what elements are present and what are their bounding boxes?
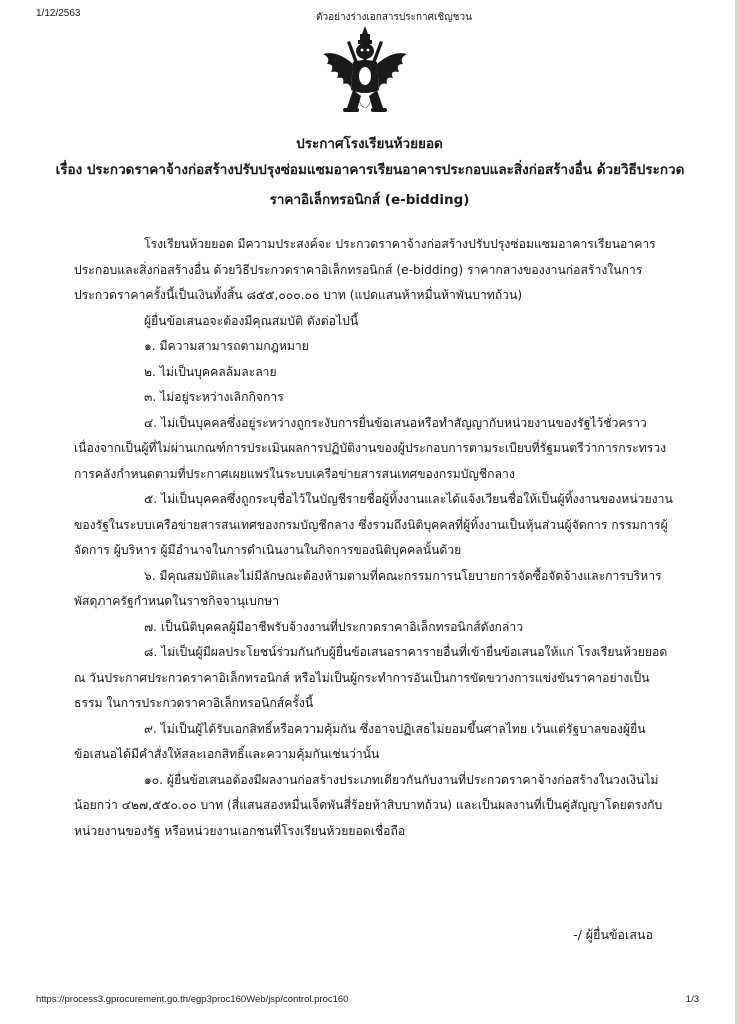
intro-line: ประกอบและสิ่งก่อสร้างอื่น ด้วยวิธีประกวดราคาอิเล็กทรอนิกส์ (e-bidding) ราคากลางของงานก่อสร้างในการ xyxy=(74,262,643,277)
qualification-item-cont: พัสดุภาครัฐกำหนดในราชกิจจานุเบกษา xyxy=(74,594,280,608)
signoff-note: -/ ผู้ยื่นข้อเสนอ xyxy=(573,927,653,942)
qualification-item: ๖. มีคุณสมบัติและไม่มีลักษณะต้องห้ามตามที่คณะกรรมการนโยบายการจัดซื้อจัดจ้างและการบริหาร xyxy=(144,568,662,583)
qualification-item-cont: ณ วันประกาศประกวดราคาอิเล็กทรอนิกส์ หรือไม่เป็นผู้กระทำการอันเป็นการขัดขวางการแข่งขันราคาอย่างเป็น xyxy=(74,670,650,685)
qualification-item-cont: ข้อเสนอได้มีคำสั่งให้สละเอกสิทธิ์และความคุ้มกันเช่นว่านั้น xyxy=(74,747,380,761)
announcement-title: ประกาศโรงเรียนห้วยยอด xyxy=(296,136,443,152)
page-number: 1/3 xyxy=(685,994,699,1005)
qualification-item-cont: น้อยกว่า ๔๒๗,๕๕๐.๐๐ บาท (สี่แสนสองหมื่นเจ็ดพันสี่ร้อยห้าสิบบาทถ้วน) และเป็นผลงานที่เป็นคู่สัญญาโดยตรงกับ xyxy=(74,798,663,812)
qualification-item: ๒. ไม่เป็นบุคคลล้มละลาย xyxy=(144,364,277,379)
qualification-item: ๗. เป็นนิติบุคคลผู้มีอาชีพรับจ้างงานที่ประกวดราคาอิเล็กทรอนิกส์ดังกล่าว xyxy=(144,619,524,634)
qualification-item-cont: เนื่องจากเป็นผู้ที่ไม่ผ่านเกณฑ์การประเมินผลการปฏิบัติงานของผู้ประกอบการตามระเบียบที่รัฐมนตรีว่าการกระทรวง xyxy=(74,441,667,455)
qualification-item: ๔. ไม่เป็นบุคคลซึ่งอยู่ระหว่างถูกระงับการยื่นข้อเสนอหรือทำสัญญากับหน่วยงานของรัฐไว้ชั่วคราว xyxy=(144,415,647,430)
garuda-seal-icon xyxy=(317,24,413,124)
announcement-subject: เรื่อง ประกวดราคาจ้างก่อสร้างปรับปรุงซ่อมแซมอาคารเรียนอาคารประกอบและสิ่งก่อสร้างอื่น ด้วยวิธีประกวด xyxy=(55,162,685,178)
announcement-subject-cont: ราคาอิเล็กทรอนิกส์ (e-bidding) xyxy=(269,192,470,208)
announcement-body xyxy=(74,232,686,844)
qualification-item-cont: หน่วยงานของรัฐ หรือหน่วยงานเอกชนที่โรงเรียนห้วยยอดเชื่อถือ xyxy=(74,823,406,838)
qualification-item: ๙. ไม่เป็นผู้ได้รับเอกสิทธิ์หรือความคุ้มกัน ซึ่งอาจปฏิเสธไม่ยอมขึ้นศาลไทย เว้นแต่รัฐบาลของผู้ยื่น xyxy=(144,721,646,736)
qualification-item: ๘. ไม่เป็นผู้มีผลประโยชน์ร่วมกันกับผู้ยื่นข้อเสนอราคารายอื่นที่เข้ายื่นข้อเสนอให้แก่ โรงเรียนห้วยยอด xyxy=(144,645,668,659)
footer-url: https://process3.gprocurement.go.th/egp3proc160Web/jsp/control.proc160 xyxy=(36,994,349,1005)
intro-line: โรงเรียนห้วยยอด มีความประสงค์จะ ประกวดราคาจ้างก่อสร้างปรับปรุงซ่อมแซมอาคารเรียนอาคาร xyxy=(144,237,656,251)
intro-line: ประกวดราคาครั้งนี้เป็นเงินทั้งสิ้น ๘๕๕,๐๐๐.๐๐ บาท (แปดแสนห้าหมื่นห้าพันบาทถ้วน) xyxy=(74,288,523,302)
draft-note: ตัวอย่างร่างเอกสารประกาศเชิญชวน xyxy=(316,12,472,23)
qualification-item-cont: ธรรม ในการประกวดราคาอิเล็กทรอนิกส์ครั้งนี้ xyxy=(74,696,314,710)
qualification-item: ๓. ไม่อยู่ระหว่างเลิกกิจการ xyxy=(144,390,284,404)
qualification-item: ๑๐. ผู้ยื่นข้อเสนอต้องมีผลงานก่อสร้างประเภทเดียวกันกับงานที่ประกวดราคาจ้างก่อสร้างในวงเงินไม่ xyxy=(144,772,659,787)
qualifications-heading: ผู้ยื่นข้อเสนอจะต้องมีคุณสมบัติ ดังต่อไปนี้ xyxy=(144,313,359,328)
print-date: 1/12/2563 xyxy=(36,8,81,19)
qualification-item-cont: ของรัฐในระบบเครือข่ายสารสนเทศของกรมบัญชีกลาง ซึ่งรวมถึงนิติบุคคลที่ผู้ทิ้งงานเป็นหุ้นส่วนผู้จัดการ กรรมการผู้ xyxy=(74,517,668,532)
qualification-item: ๑. มีความสามารถตามกฎหมาย xyxy=(144,339,309,353)
page-edge-shadow xyxy=(735,0,739,1024)
qualification-item-cont: จัดการ ผู้บริหาร ผู้มีอำนาจในการดำเนินงานในกิจการของนิติบุคคลนั้นด้วย xyxy=(74,543,462,557)
qualification-item: ๕. ไม่เป็นบุคคลซึ่งถูกระบุชื่อไว้ในบัญชีรายชื่อผู้ทิ้งงานและได้แจ้งเวียนชื่อให้เป็นผู้ทิ้งงานของหน่วยงาน xyxy=(144,492,673,506)
qualification-item-cont: การคลังกำหนดตามที่ประกาศเผยแพร่ในระบบเครือข่ายสารสนเทศของกรมบัญชีกลาง xyxy=(74,466,515,481)
